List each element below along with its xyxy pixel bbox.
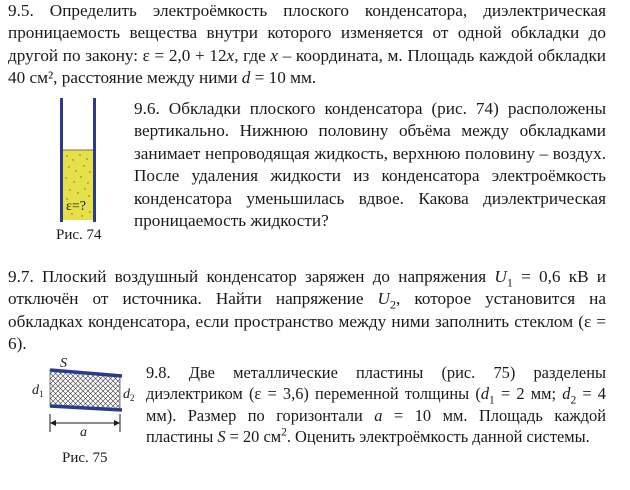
p98-text-b: = 2 мм; (494, 384, 563, 404)
label-s: S (60, 356, 67, 371)
figure-74-capacitor-diagram (58, 96, 98, 226)
p98-d2-var: d (562, 384, 571, 404)
p98-text-d: = 10 мм. Площадь каждой пластины (146, 405, 606, 447)
label-d1-sub: 1 (39, 389, 44, 399)
p97-text-b: = 0,6 кВ и отключён от источника. Найти напряжение (8, 267, 606, 309)
p95-x-var: x (226, 45, 235, 65)
label-d2 (123, 387, 135, 403)
p95-text-a: 9.5. Определить электроёмкость плоского конденсатора, диэлектрическая проницаемость вещества внутри которого изменяется от одной обкладки до другой по закону: ε = 2,0 + 12 (8, 1, 606, 65)
label-d2-var: d (123, 387, 130, 402)
p98-d2-sub: 2 (570, 394, 577, 407)
problem-9-7 (8, 266, 606, 356)
p98-d1-sub: 1 (489, 394, 495, 407)
p95-text-c: – координата, м. Площадь каждой обкладки 40 см², расстояние между ними (8, 45, 606, 88)
p97-text-a: 9.7. Плоский воздушный конденсатор заряжен до напряжения (8, 267, 495, 286)
right-plate (93, 98, 96, 222)
p97-u1-var: U (494, 267, 507, 286)
problem-9-6: 9.6. Обкладки плоского конденсатора (рис. 74) расположены вертикально. Нижнюю половину объёма между обкладками занимает непроводящая жидкость, верхнюю половину – воздух. После удаления жидкости из конденсатора электроёмкость конденсатора уменьшилась вдвое. Какова диэлектрическая проницаемость жидкости? (134, 99, 606, 231)
p95-d-var: d (241, 68, 251, 88)
p98-text-c: = 4 мм). Размер по горизонтали (146, 384, 606, 425)
arrow-left-icon (50, 420, 56, 426)
p98-text-f: . Оценить электроёмкость данной системы. (286, 427, 590, 447)
p97-u2-sub: 2 (389, 297, 396, 312)
figure-75-plates-diagram (28, 356, 138, 438)
p95-x-var2: x (270, 45, 278, 65)
p98-text-a: 9.8. Две металлические пластины (рис. 75) разделены диэлектриком (ε = 3,6) переменной толщины ( (146, 363, 606, 404)
left-plate (60, 98, 63, 222)
label-d1 (32, 383, 44, 399)
epsilon-label: ε=? (66, 199, 86, 214)
label-d2-sub: 2 (130, 393, 135, 403)
p97-u1-sub: 1 (506, 275, 513, 290)
label-a: a (80, 425, 87, 438)
p98-s-var: S (217, 427, 226, 447)
arrow-right-icon (114, 420, 120, 426)
p98-s-sup: 2 (281, 426, 287, 439)
p97-u2-var: U (377, 289, 390, 309)
label-d1-var: d (32, 383, 39, 398)
p98-a-var: a (374, 405, 383, 425)
problem-9-5 (8, 0, 606, 90)
p97-text-c: , которое установится на обкладках конденсатора, если пространство между ними заполнить стеклом (ε = 6). (8, 289, 606, 354)
figure-75-caption: Рис. 75 (62, 450, 108, 466)
p98-text-e: = 20 см (225, 427, 282, 447)
figure-74-caption: Рис. 74 (56, 227, 102, 243)
p95-text-d: = 10 мм. (250, 68, 317, 88)
problem-9-8 (146, 362, 606, 448)
p95-text-b: , где (234, 45, 271, 65)
p98-d1-var: d (480, 384, 490, 404)
